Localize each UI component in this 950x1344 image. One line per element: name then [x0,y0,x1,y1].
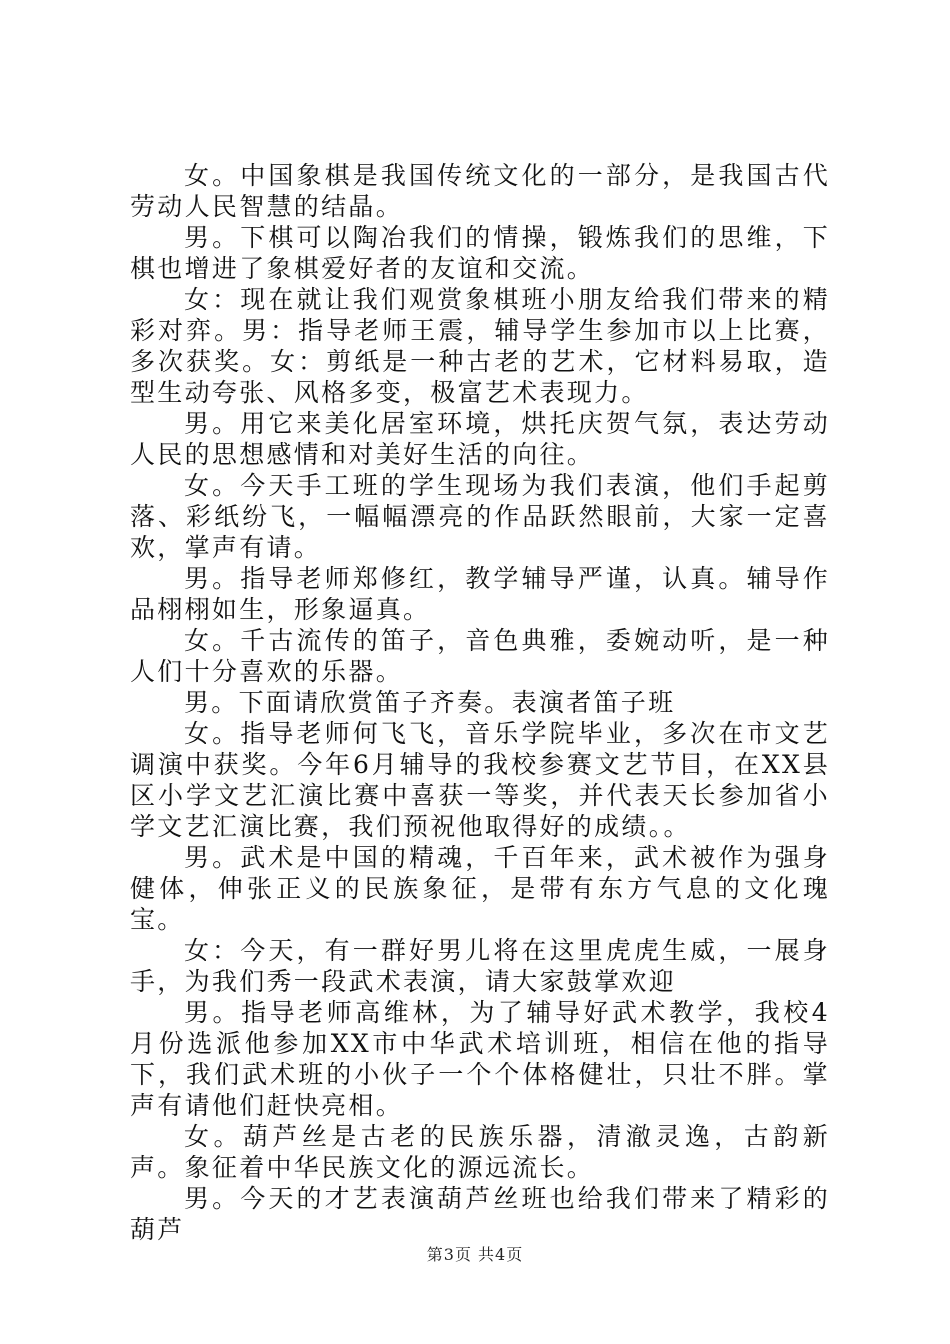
paragraph: 男。用它来美化居室环境，烘托庆贺气氛，表达劳动人民的思想感情和对美好生活的向往。 [130,409,830,469]
paragraph: 女：今天，有一群好男儿将在这里虎虎生威，一展身手，为我们秀一段武术表演，请大家鼓掌欢迎 [130,936,830,996]
paragraph: 女：现在就让我们观赏象棋班小朋友给我们带来的精彩对弈。男：指导老师王震，辅导学生参加市以上比赛，多次获奖。女：剪纸是一种古老的艺术，它材料易取，造型生动夸张、风格多变，极富艺术表现力。 [130,285,830,407]
paragraph: 女。葫芦丝是古老的民族乐器，清澈灵逸，古韵新声。象征着中华民族文化的源远流长。 [130,1122,830,1182]
paragraph: 男。下面请欣赏笛子齐奏。表演者笛子班 [184,688,676,717]
paragraph: 女。指导老师何飞飞，音乐学院毕业，多次在市文艺调演中获奖。今年6月辅导的我校参赛文艺节目，在XX县区小学文艺汇演比赛中喜获一等奖，并代表天长参加省小学文艺汇演比赛，我们预祝他取得好的成绩。。 [130,719,830,841]
paragraph: 男。武术是中国的精魂，千百年来，武术被作为强身健体，伸张正义的民族象征，是带有东方气息的文化瑰宝。 [130,843,830,934]
paragraph: 女。今天手工班的学生现场为我们表演，他们手起剪落、彩纸纷飞，一幅幅漂亮的作品跃然眼前，大家一定喜欢，掌声有请。 [130,471,830,562]
paragraph: 男。今天的才艺表演葫芦丝班也给我们带来了精彩的葫芦 [130,1184,830,1244]
paragraph: 男。指导老师郑修红，教学辅导严谨，认真。辅导作品栩栩如生，形象逼真。 [130,564,830,624]
paragraph: 男。下棋可以陶冶我们的情操，锻炼我们的思维，下棋也增进了象棋爱好者的友谊和交流。 [130,223,830,283]
document-body [130,160,830,1245]
paragraph: 女。中国象棋是我国传统文化的一部分，是我国古代劳动人民智慧的结晶。 [130,161,830,221]
page-number-footer: 第3页 共4页 [426,1245,524,1264]
paragraph: 女。千古流传的笛子，音色典雅，委婉动听，是一种人们十分喜欢的乐器。 [130,626,830,686]
paragraph: 男。指导老师高维林，为了辅导好武术教学，我校4月份选派他参加XX市中华武术培训班，相信在他的指导下，我们武术班的小伙子一个个体格健壮，只壮不胖。掌声有请他们赶快亮相。 [130,998,830,1120]
